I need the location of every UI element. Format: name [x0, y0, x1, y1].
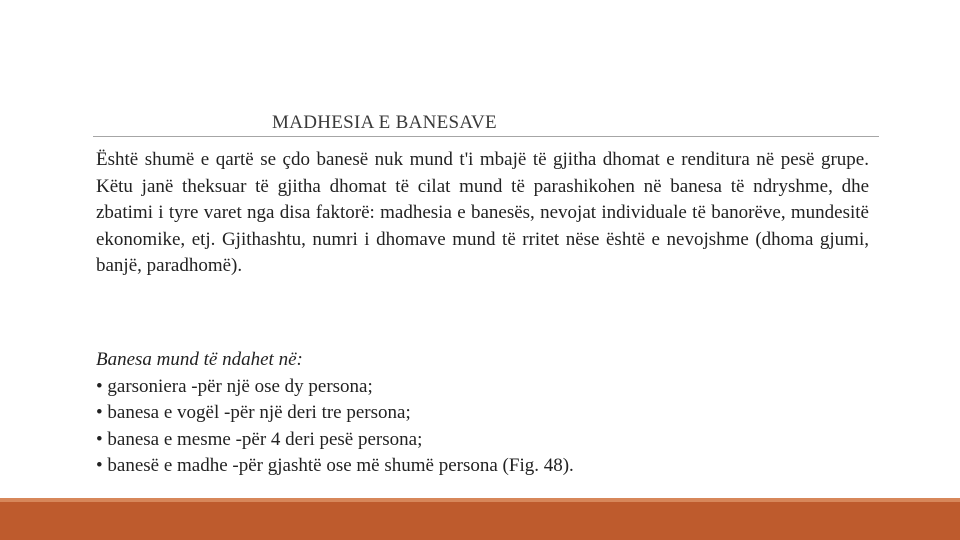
list-item-large-apartment: • banesë e madhe -për gjashtë ose më shumë persona (Fig. 48).: [96, 455, 574, 476]
list-item-small-apartment: • banesa e vogël -për një deri tre persona;: [96, 402, 411, 423]
list-item-medium-apartment: • banesa e mesme -për 4 deri pesë persona;: [96, 428, 423, 450]
body-paragraph: Është shumë e qartë se çdo banesë nuk mund t'i mbajë të gjitha dhomat e renditura në pesë grupe. Këtu janë theksuar të gjitha dhomat të cilat mund të parashikohen në banesa të ndryshme, dhe zbatimi i tyre varet nga disa faktorë: madhesia e banesës, nevojat individuale të banorëve, mundesitë ekonomike, etj. Gjithashtu, numri i dhomave mund të rritet nëse është e nevojshme (dhoma gjumi, banjë, paradhomë).: [96, 149, 869, 276]
slide-title: MADHESIA E BANESAVE: [272, 112, 497, 133]
footer-bar: [0, 502, 960, 540]
list-item-studio: • garsoniera -për një ose dy persona;: [96, 375, 373, 397]
apartment-types-section: [96, 347, 869, 480]
apartment-types-list: [96, 374, 869, 480]
list-heading: Banesa mund të ndahet në:: [96, 349, 303, 370]
title-divider: [93, 136, 879, 137]
